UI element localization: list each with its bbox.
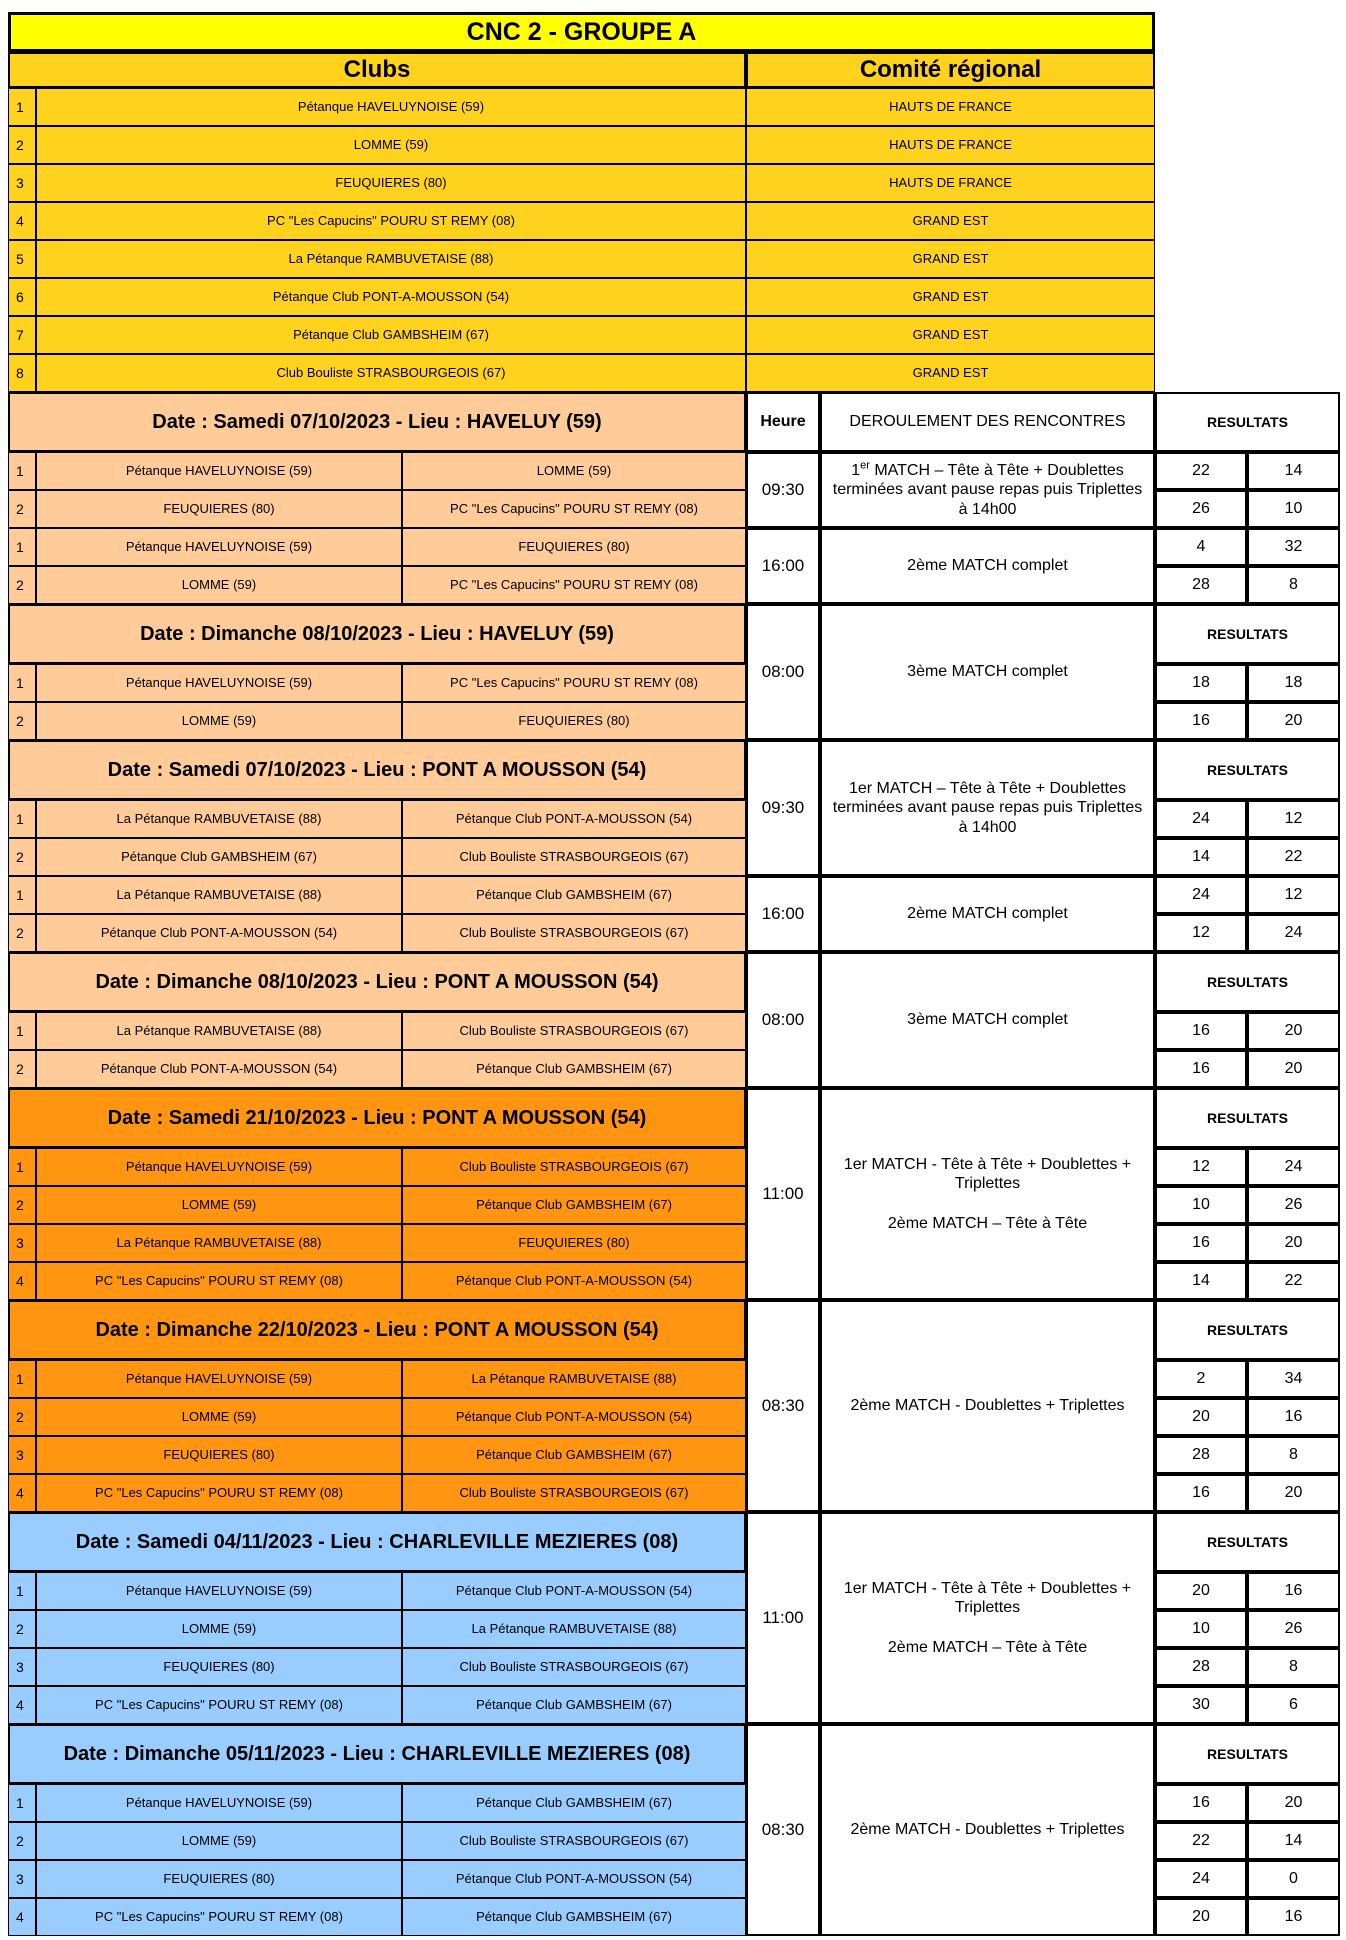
team-home: Pétanque Club GAMBSHEIM (67) xyxy=(36,838,402,876)
team-away: Club Bouliste STRASBOURGEOIS (67) xyxy=(402,1822,746,1860)
team-away: PC "Les Capucins" POURU ST REMY (08) xyxy=(402,664,746,702)
club-comite: GRAND EST xyxy=(746,316,1155,354)
page-title: CNC 2 - GROUPE A xyxy=(8,12,1155,52)
team-away: PC "Les Capucins" POURU ST REMY (08) xyxy=(402,490,746,528)
team-home: LOMME (59) xyxy=(36,1398,402,1436)
match-description: 2ème MATCH - Doublettes + Triplettes xyxy=(820,1724,1155,1936)
section-date: Date : Samedi 07/10/2023 - Lieu : PONT A MOUSSON (54) xyxy=(8,740,746,800)
match-number: 2 xyxy=(8,702,36,740)
team-away: Pétanque Club PONT-A-MOUSSON (54) xyxy=(402,1572,746,1610)
team-home: Pétanque Club PONT-A-MOUSSON (54) xyxy=(36,914,402,952)
match-number: 1 xyxy=(8,1012,36,1050)
score-away: 22 xyxy=(1247,838,1340,876)
team-home: Pétanque HAVELUYNOISE (59) xyxy=(36,528,402,566)
resultats-header: RESULTATS xyxy=(1155,740,1340,800)
score-home: 4 xyxy=(1155,528,1247,566)
deroulement-header: DEROULEMENT DES RENCONTRES xyxy=(820,392,1155,452)
match-number: 1 xyxy=(8,1572,36,1610)
match-number: 2 xyxy=(8,1822,36,1860)
score-away: 20 xyxy=(1247,1050,1340,1088)
score-home: 10 xyxy=(1155,1610,1247,1648)
match-number: 2 xyxy=(8,566,36,604)
score-home: 22 xyxy=(1155,452,1247,490)
team-away: Pétanque Club GAMBSHEIM (67) xyxy=(402,1898,746,1936)
match-number: 3 xyxy=(8,1648,36,1686)
match-time: 11:00 xyxy=(746,1512,820,1724)
team-home: FEUQUIERES (80) xyxy=(36,1648,402,1686)
team-home: Pétanque HAVELUYNOISE (59) xyxy=(36,1148,402,1186)
score-home: 16 xyxy=(1155,1224,1247,1262)
score-home: 28 xyxy=(1155,566,1247,604)
score-away: 12 xyxy=(1247,800,1340,838)
score-home: 20 xyxy=(1155,1898,1247,1936)
clubs-header: Clubs xyxy=(8,52,746,88)
team-home: LOMME (59) xyxy=(36,702,402,740)
match-number: 2 xyxy=(8,1186,36,1224)
match-number: 2 xyxy=(8,838,36,876)
section-date: Date : Samedi 04/11/2023 - Lieu : CHARLEVILLE MEZIERES (08) xyxy=(8,1512,746,1572)
club-comite: GRAND EST xyxy=(746,240,1155,278)
score-away: 12 xyxy=(1247,876,1340,914)
club-name: La Pétanque RAMBUVETAISE (88) xyxy=(36,240,746,278)
team-away: FEUQUIERES (80) xyxy=(402,528,746,566)
resultats-header: RESULTATS xyxy=(1155,952,1340,1012)
resultats-header: RESULTATS xyxy=(1155,1512,1340,1572)
team-away: Club Bouliste STRASBOURGEOIS (67) xyxy=(402,1012,746,1050)
section-date: Date : Samedi 07/10/2023 - Lieu : HAVELUY (59) xyxy=(8,392,746,452)
team-away: Club Bouliste STRASBOURGEOIS (67) xyxy=(402,914,746,952)
match-number: 4 xyxy=(8,1898,36,1936)
team-home: PC "Les Capucins" POURU ST REMY (08) xyxy=(36,1262,402,1300)
section-date: Date : Dimanche 08/10/2023 - Lieu : PONT A MOUSSON (54) xyxy=(8,952,746,1012)
team-home: LOMME (59) xyxy=(36,1186,402,1224)
club-number: 2 xyxy=(8,126,36,164)
club-number: 7 xyxy=(8,316,36,354)
score-home: 24 xyxy=(1155,876,1247,914)
team-home: FEUQUIERES (80) xyxy=(36,490,402,528)
team-away: Pétanque Club GAMBSHEIM (67) xyxy=(402,1686,746,1724)
match-number: 1 xyxy=(8,1360,36,1398)
team-home: Pétanque HAVELUYNOISE (59) xyxy=(36,664,402,702)
score-home: 20 xyxy=(1155,1572,1247,1610)
match-number: 1 xyxy=(8,528,36,566)
score-home: 16 xyxy=(1155,1012,1247,1050)
score-home: 20 xyxy=(1155,1398,1247,1436)
team-away: Pétanque Club GAMBSHEIM (67) xyxy=(402,1436,746,1474)
section-date: Date : Dimanche 08/10/2023 - Lieu : HAVELUY (59) xyxy=(8,604,746,664)
score-away: 18 xyxy=(1247,664,1340,702)
resultats-header: RESULTATS xyxy=(1155,392,1340,452)
club-comite: GRAND EST xyxy=(746,278,1155,316)
match-number: 1 xyxy=(8,1784,36,1822)
match-number: 3 xyxy=(8,1224,36,1262)
team-home: Pétanque HAVELUYNOISE (59) xyxy=(36,1784,402,1822)
club-name: Pétanque Club GAMBSHEIM (67) xyxy=(36,316,746,354)
section-date: Date : Dimanche 22/10/2023 - Lieu : PONT A MOUSSON (54) xyxy=(8,1300,746,1360)
club-number: 6 xyxy=(8,278,36,316)
team-away: Club Bouliste STRASBOURGEOIS (67) xyxy=(402,1474,746,1512)
match-number: 1 xyxy=(8,452,36,490)
team-away: Club Bouliste STRASBOURGEOIS (67) xyxy=(402,1648,746,1686)
score-away: 34 xyxy=(1247,1360,1340,1398)
club-number: 1 xyxy=(8,88,36,126)
match-number: 1 xyxy=(8,800,36,838)
match-number: 2 xyxy=(8,1398,36,1436)
match-description: 2ème MATCH complet xyxy=(820,876,1155,952)
match-description: 3ème MATCH complet xyxy=(820,952,1155,1088)
score-away: 8 xyxy=(1247,1436,1340,1474)
resultats-header: RESULTATS xyxy=(1155,1300,1340,1360)
club-comite: HAUTS DE FRANCE xyxy=(746,88,1155,126)
score-away: 16 xyxy=(1247,1398,1340,1436)
match-description: 1er MATCH – Tête à Tête + Doublettes terminées avant pause repas puis Triplettes à 14h00 xyxy=(820,452,1155,528)
club-comite: GRAND EST xyxy=(746,202,1155,240)
score-home: 22 xyxy=(1155,1822,1247,1860)
club-number: 8 xyxy=(8,354,36,392)
team-away: Pétanque Club PONT-A-MOUSSON (54) xyxy=(402,1262,746,1300)
score-away: 26 xyxy=(1247,1186,1340,1224)
resultats-header: RESULTATS xyxy=(1155,1724,1340,1784)
score-home: 16 xyxy=(1155,1050,1247,1088)
match-number: 3 xyxy=(8,1436,36,1474)
match-number: 2 xyxy=(8,1610,36,1648)
score-home: 16 xyxy=(1155,702,1247,740)
team-away: FEUQUIERES (80) xyxy=(402,702,746,740)
match-number: 2 xyxy=(8,1050,36,1088)
score-away: 14 xyxy=(1247,452,1340,490)
team-home: Pétanque Club PONT-A-MOUSSON (54) xyxy=(36,1050,402,1088)
score-away: 0 xyxy=(1247,1860,1340,1898)
team-home: LOMME (59) xyxy=(36,566,402,604)
match-number: 1 xyxy=(8,664,36,702)
score-home: 26 xyxy=(1155,490,1247,528)
club-comite: HAUTS DE FRANCE xyxy=(746,126,1155,164)
team-away: Pétanque Club PONT-A-MOUSSON (54) xyxy=(402,1398,746,1436)
club-comite: GRAND EST xyxy=(746,354,1155,392)
match-description: 3ème MATCH complet xyxy=(820,604,1155,740)
club-name: Pétanque Club PONT-A-MOUSSON (54) xyxy=(36,278,746,316)
club-comite: HAUTS DE FRANCE xyxy=(746,164,1155,202)
match-number: 2 xyxy=(8,914,36,952)
score-home: 28 xyxy=(1155,1648,1247,1686)
club-name: PC "Les Capucins" POURU ST REMY (08) xyxy=(36,202,746,240)
score-home: 24 xyxy=(1155,800,1247,838)
team-away: FEUQUIERES (80) xyxy=(402,1224,746,1262)
club-number: 4 xyxy=(8,202,36,240)
team-home: FEUQUIERES (80) xyxy=(36,1860,402,1898)
team-home: La Pétanque RAMBUVETAISE (88) xyxy=(36,876,402,914)
match-number: 4 xyxy=(8,1474,36,1512)
score-home: 2 xyxy=(1155,1360,1247,1398)
match-time: 09:30 xyxy=(746,452,820,528)
score-away: 8 xyxy=(1247,1648,1340,1686)
team-away: LOMME (59) xyxy=(402,452,746,490)
match-number: 1 xyxy=(8,1148,36,1186)
score-home: 28 xyxy=(1155,1436,1247,1474)
heure-header: Heure xyxy=(746,392,820,452)
match-number: 4 xyxy=(8,1686,36,1724)
score-away: 20 xyxy=(1247,702,1340,740)
match-time: 08:30 xyxy=(746,1300,820,1512)
team-home: FEUQUIERES (80) xyxy=(36,1436,402,1474)
team-away: Pétanque Club PONT-A-MOUSSON (54) xyxy=(402,800,746,838)
score-away: 32 xyxy=(1247,528,1340,566)
match-time: 16:00 xyxy=(746,876,820,952)
score-home: 24 xyxy=(1155,1860,1247,1898)
match-description: 2ème MATCH - Doublettes + Triplettes xyxy=(820,1300,1155,1512)
club-number: 5 xyxy=(8,240,36,278)
score-away: 20 xyxy=(1247,1012,1340,1050)
match-number: 1 xyxy=(8,876,36,914)
resultats-header: RESULTATS xyxy=(1155,604,1340,664)
score-away: 20 xyxy=(1247,1224,1340,1262)
comite-header: Comité régional xyxy=(746,52,1155,88)
match-time: 11:00 xyxy=(746,1088,820,1300)
score-home: 18 xyxy=(1155,664,1247,702)
team-away: Club Bouliste STRASBOURGEOIS (67) xyxy=(402,1148,746,1186)
score-away: 16 xyxy=(1247,1898,1340,1936)
team-away: Pétanque Club GAMBSHEIM (67) xyxy=(402,1784,746,1822)
score-away: 10 xyxy=(1247,490,1340,528)
match-time: 16:00 xyxy=(746,528,820,604)
resultats-header: RESULTATS xyxy=(1155,1088,1340,1148)
match-number: 3 xyxy=(8,1860,36,1898)
team-home: Pétanque HAVELUYNOISE (59) xyxy=(36,1572,402,1610)
team-home: LOMME (59) xyxy=(36,1822,402,1860)
team-away: Pétanque Club GAMBSHEIM (67) xyxy=(402,1050,746,1088)
club-name: Pétanque HAVELUYNOISE (59) xyxy=(36,88,746,126)
score-home: 12 xyxy=(1155,914,1247,952)
match-description: 1er MATCH – Tête à Tête + Doublettes terminées avant pause repas puis Triplettes à 14h00 xyxy=(820,740,1155,876)
match-description: 1er MATCH - Tête à Tête + Doublettes + Triplettes 2ème MATCH – Tête à Tête xyxy=(820,1512,1155,1724)
team-home: PC "Les Capucins" POURU ST REMY (08) xyxy=(36,1474,402,1512)
score-away: 16 xyxy=(1247,1572,1340,1610)
score-home: 16 xyxy=(1155,1784,1247,1822)
club-name: LOMME (59) xyxy=(36,126,746,164)
score-away: 26 xyxy=(1247,1610,1340,1648)
score-away: 22 xyxy=(1247,1262,1340,1300)
score-away: 24 xyxy=(1247,914,1340,952)
team-home: La Pétanque RAMBUVETAISE (88) xyxy=(36,1012,402,1050)
score-away: 20 xyxy=(1247,1784,1340,1822)
score-home: 14 xyxy=(1155,1262,1247,1300)
score-home: 12 xyxy=(1155,1148,1247,1186)
club-name: Club Bouliste STRASBOURGEOIS (67) xyxy=(36,354,746,392)
team-away: Pétanque Club GAMBSHEIM (67) xyxy=(402,876,746,914)
team-home: Pétanque HAVELUYNOISE (59) xyxy=(36,1360,402,1398)
match-description: 1er MATCH - Tête à Tête + Doublettes + Triplettes 2ème MATCH – Tête à Tête xyxy=(820,1088,1155,1300)
team-home: LOMME (59) xyxy=(36,1610,402,1648)
match-number: 4 xyxy=(8,1262,36,1300)
section-date: Date : Samedi 21/10/2023 - Lieu : PONT A MOUSSON (54) xyxy=(8,1088,746,1148)
match-number: 2 xyxy=(8,490,36,528)
match-time: 08:30 xyxy=(746,1724,820,1936)
section-date: Date : Dimanche 05/11/2023 - Lieu : CHARLEVILLE MEZIERES (08) xyxy=(8,1724,746,1784)
score-home: 16 xyxy=(1155,1474,1247,1512)
score-home: 14 xyxy=(1155,838,1247,876)
score-away: 24 xyxy=(1247,1148,1340,1186)
team-home: PC "Les Capucins" POURU ST REMY (08) xyxy=(36,1686,402,1724)
team-away: Club Bouliste STRASBOURGEOIS (67) xyxy=(402,838,746,876)
match-description: 2ème MATCH complet xyxy=(820,528,1155,604)
team-away: Pétanque Club PONT-A-MOUSSON (54) xyxy=(402,1860,746,1898)
club-name: FEUQUIERES (80) xyxy=(36,164,746,202)
score-away: 14 xyxy=(1247,1822,1340,1860)
score-home: 30 xyxy=(1155,1686,1247,1724)
team-home: La Pétanque RAMBUVETAISE (88) xyxy=(36,800,402,838)
team-away: Pétanque Club GAMBSHEIM (67) xyxy=(402,1186,746,1224)
score-away: 8 xyxy=(1247,566,1340,604)
match-time: 08:00 xyxy=(746,604,820,740)
club-number: 3 xyxy=(8,164,36,202)
score-away: 6 xyxy=(1247,1686,1340,1724)
team-away: PC "Les Capucins" POURU ST REMY (08) xyxy=(402,566,746,604)
team-home: La Pétanque RAMBUVETAISE (88) xyxy=(36,1224,402,1262)
team-home: PC "Les Capucins" POURU ST REMY (08) xyxy=(36,1898,402,1936)
match-time: 08:00 xyxy=(746,952,820,1088)
match-time: 09:30 xyxy=(746,740,820,876)
team-away: La Pétanque RAMBUVETAISE (88) xyxy=(402,1610,746,1648)
score-home: 10 xyxy=(1155,1186,1247,1224)
team-home: Pétanque HAVELUYNOISE (59) xyxy=(36,452,402,490)
team-away: La Pétanque RAMBUVETAISE (88) xyxy=(402,1360,746,1398)
score-away: 20 xyxy=(1247,1474,1340,1512)
